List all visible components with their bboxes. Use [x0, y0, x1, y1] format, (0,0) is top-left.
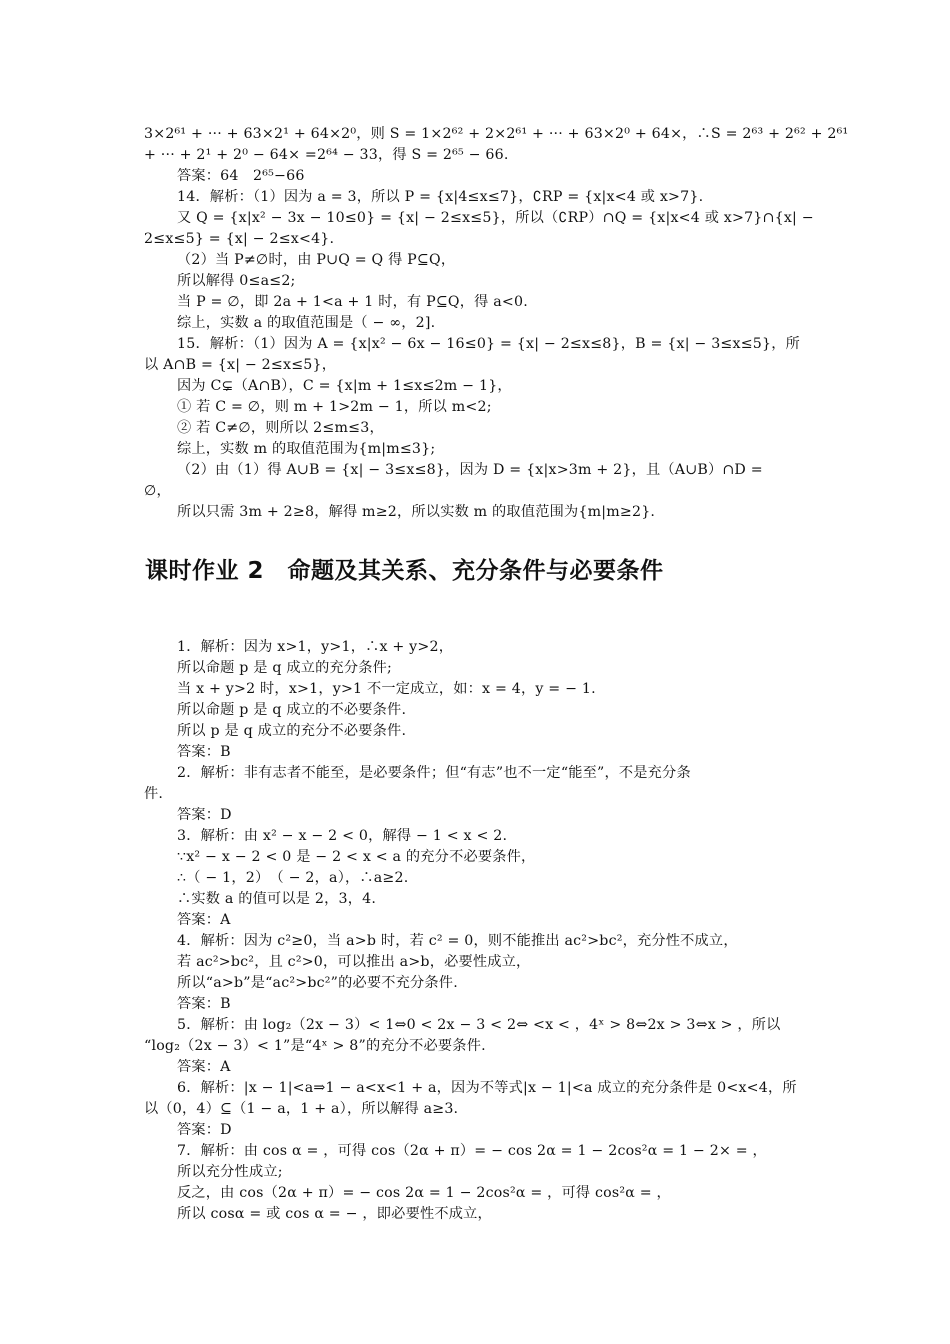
answer-line: 答案：A [177, 912, 231, 928]
text-line: 5．解析：由 log₂（2x − 3）< 1⇔0 < 2x − 3 < 2⇔ <x < ，4ˣ > 8⇔2x > 3⇔x > ，所以 [177, 1017, 781, 1033]
text-line: ① 若 C = ∅，则 m + 1>2m − 1，所以 m<2; [177, 399, 492, 415]
text-line: 反之，由 cos（2α + π）= − cos 2α = 1 − 2cos²α = ，可得 cos²α = ， [177, 1185, 671, 1201]
answer-line: 答案：D [177, 807, 232, 823]
text-line: ∴（ − 1，2） （ − 2，a），∴a≥2. [177, 870, 409, 886]
text-line: 7．解析：由 cos α = ，可得 cos（2α + π）= − cos 2α = 1 − 2cos²α = 1 − 2× = ， [177, 1143, 767, 1159]
text-line: 所以 cosα = 或 cos α = − ，即必要性不成立， [177, 1206, 492, 1222]
text-line: ② 若 C≠∅，则所以 2≤m≤3， [177, 420, 384, 436]
text-line: 3×2⁶¹ + ··· + 63×2¹ + 64×2⁰，则 S = 1×2⁶² + 2×2⁶¹ + ··· + 63×2⁰ + 64×，∴S = 2⁶³ + 2⁶² + 2⁶¹ [144, 126, 849, 142]
text-line: 2．解析：非有志者不能至，是必要条件；但“有志”也不一定“能至”，不是充分条 [177, 765, 691, 781]
text-line: ∅， [144, 483, 171, 499]
text-line: 14．解析：（1）因为 a = 3，所以 P = {x|4≤x≤7}，∁RP = {x|x<4 或 x>7}. [177, 189, 704, 205]
text-line: 所以“a>b”是“ac²>bc²”的必要不充分条件. [177, 975, 458, 991]
answer-line: 答案：B [177, 996, 231, 1012]
text-line: ∵x² − x − 2 < 0 是 − 2 < x < a 的充分不必要条件， [177, 849, 536, 865]
text-line: 当 P = ∅，即 2a + 1<a + 1 时，有 P⊆Q，得 a<0. [177, 294, 528, 310]
text-line: 4．解析：因为 c²≥0，当 a>b 时，若 c² = 0，则不能推出 ac²>bc²，充分性不成立， [177, 933, 738, 949]
text-line: 15．解析：（1）因为 A = {x|x² − 6x − 16≤0} = {x| − 2≤x≤8}，B = {x| − 3≤x≤5}，所 [177, 336, 801, 352]
text-line: 所以只需 3m + 2≥8，解得 m≥2，所以实数 m 的取值范围为{m|m≥2}. [177, 504, 656, 520]
text-line: 2≤x≤5} = {x| − 2≤x<4}. [144, 231, 335, 247]
text-line: “log₂（2x − 3）< 1”是“4ˣ > 8”的充分不必要条件. [144, 1038, 486, 1054]
text-line: 所以命题 p 是 q 成立的不必要条件. [177, 702, 407, 718]
text-line: 若 ac²>bc²，且 c²>0，可以推出 a>b，必要性成立， [177, 954, 531, 970]
text-line: 所以解得 0≤a≤2; [177, 273, 296, 289]
text-line: 1．解析：因为 x>1，y>1，∴x + y>2， [177, 639, 454, 655]
text-line: 又 Q = {x|x² − 3x − 10≤0} = {x| − 2≤x≤5}，所以（∁RP）∩Q = {x|x<4 或 x>7}∩{x| − [177, 210, 814, 226]
text-line: 所以 p 是 q 成立的充分不必要条件. [177, 723, 407, 739]
text-line: + ··· + 2¹ + 2⁰ − 64× =2⁶⁴ − 33，得 S = 2⁶⁵ − 66. [144, 147, 509, 163]
answer-line: 答案：64 2⁶⁵−66 [177, 168, 305, 184]
text-line: 以 A∩B = {x| − 2≤x≤5}， [144, 357, 337, 373]
text-line: 6．解析：|x − 1|<a⇒1 − a<x<1 + a，因为不等式|x − 1|<a 成立的充分条件是 0<x<4，所 [177, 1080, 797, 1096]
text-line: 所以命题 p 是 q 成立的充分条件; [177, 660, 393, 676]
text-line: 当 x + y>2 时，x>1，y>1 不一定成立，如：x = 4，y = − 1. [177, 681, 596, 697]
text-line: 因为 C⊊（A∩B），C = {x|m + 1≤x≤2m − 1}， [177, 378, 512, 394]
text-line: 综上，实数 a 的取值范围是（ − ∞，2]. [177, 315, 436, 331]
text-line: ∴实数 a 的值可以是 2，3，4. [177, 891, 377, 907]
text-line: （2）当 P≠∅时，由 P∪Q = Q 得 P⊆Q， [177, 252, 456, 268]
answer-line: 答案：D [177, 1122, 232, 1138]
text-line: 3．解析：由 x² − x − 2 < 0，解得 − 1 < x < 2. [177, 828, 508, 844]
answer-line: 答案：B [177, 744, 231, 760]
answer-line: 答案：A [177, 1059, 231, 1075]
text-line: 综上，实数 m 的取值范围为{m|m≤3}; [177, 441, 436, 457]
text-line: 所以充分性成立; [177, 1164, 283, 1180]
section-heading: 课时作业 2 命题及其关系、充分条件与必要条件 [145, 558, 664, 584]
text-line: 件. [144, 786, 164, 802]
text-line: （2）由（1）得 A∪B = {x| − 3≤x≤8}，因为 D = {x|x>3m + 2}，且（A∪B）∩D = [177, 462, 763, 478]
text-line: 以（0，4）⊆（1 − a，1 + a），所以解得 a≥3. [144, 1101, 459, 1117]
